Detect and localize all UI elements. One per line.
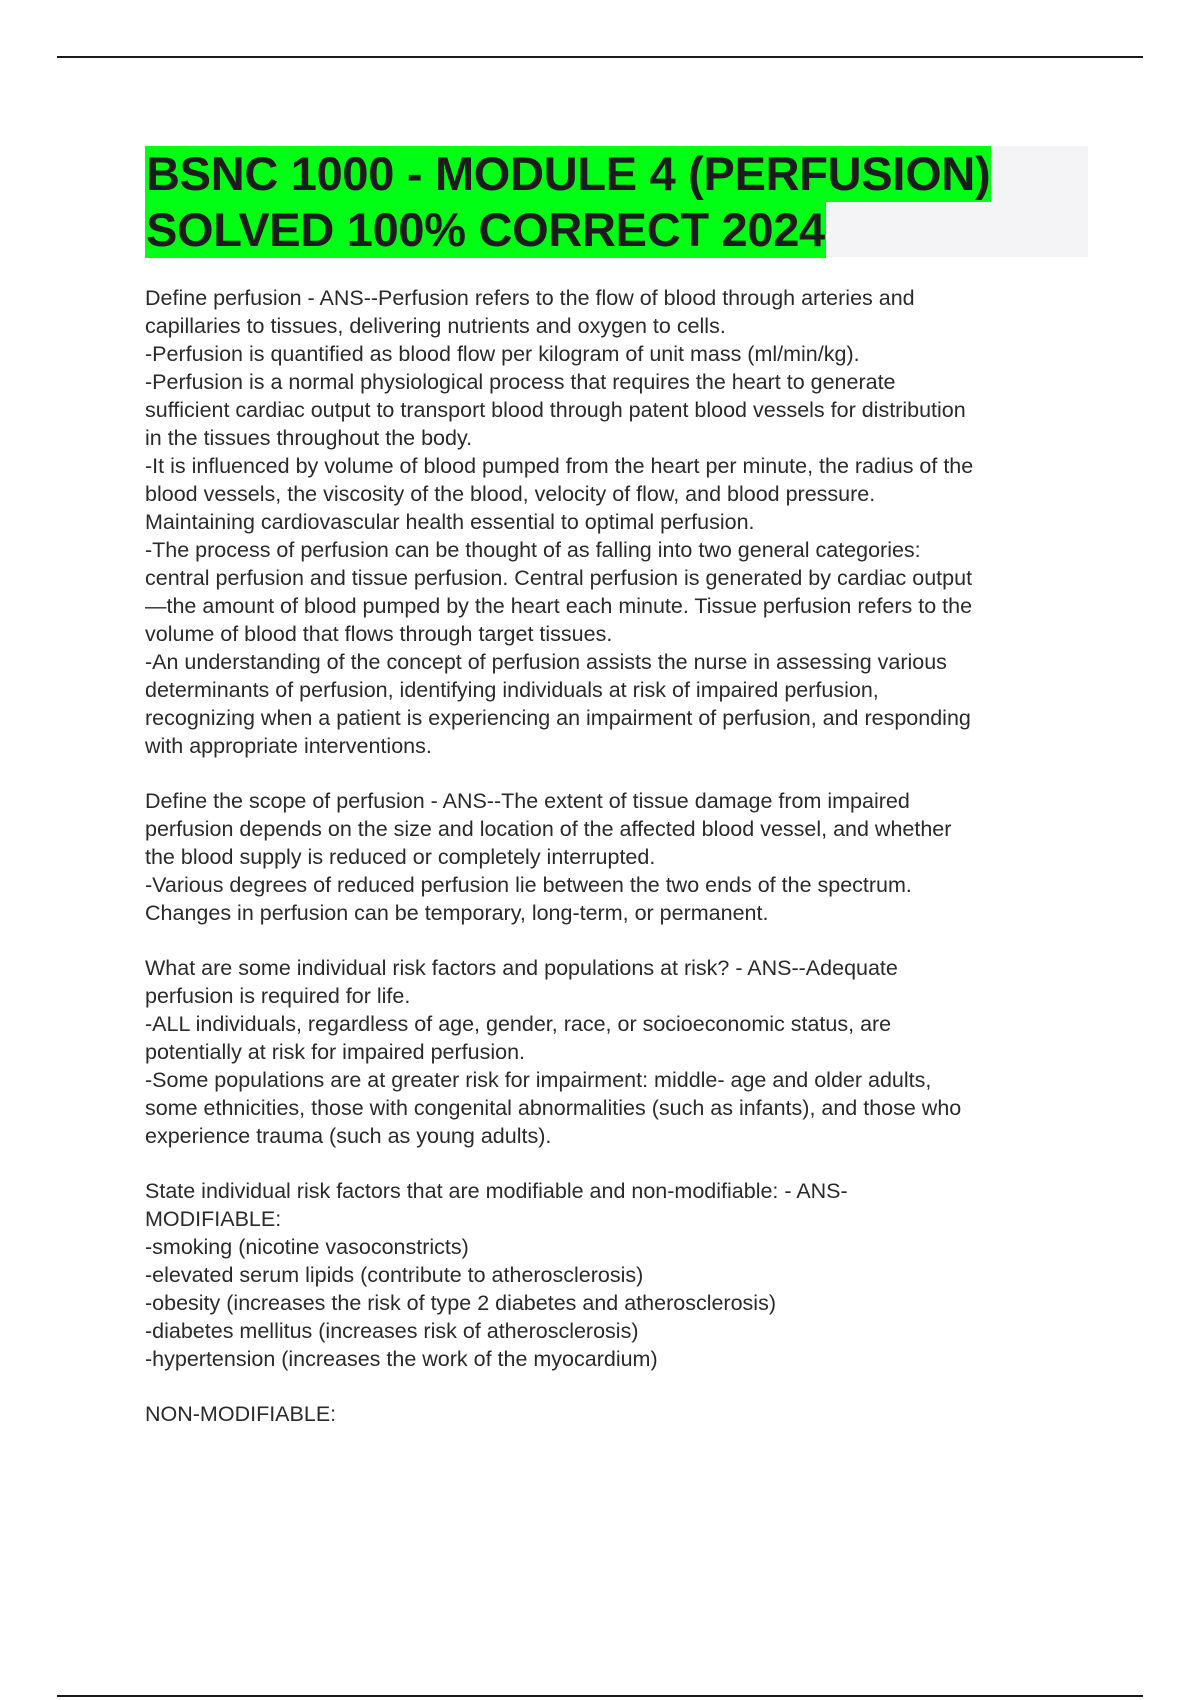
qa-section <box>145 954 1090 1150</box>
text-line: —the amount of blood pumped by the heart each minute. Tissue perfusion refers to the <box>145 594 973 618</box>
text-line: -Perfusion is quantified as blood flow per kilogram of unit mass (ml/min/kg). <box>145 342 860 366</box>
text-line: perfusion is required for life. <box>145 984 411 1008</box>
document-body <box>145 284 1090 1455</box>
text-line: potentially at risk for impaired perfusion. <box>145 1040 526 1064</box>
qa-section <box>145 1177 1090 1373</box>
text-line: -Perfusion is a normal physiological process that requires the heart to generate <box>145 370 896 394</box>
text-line: Maintaining cardiovascular health essential to optimal perfusion. <box>145 510 755 534</box>
text-line: the blood supply is reduced or completely interrupted. <box>145 845 656 869</box>
title-line-2: SOLVED 100% CORRECT 2024 <box>146 203 825 256</box>
qa-section <box>145 284 1090 760</box>
text-line: -ALL individuals, regardless of age, gender, race, or socioeconomic status, are <box>145 1012 892 1036</box>
document-title <box>145 146 1088 258</box>
text-line: MODIFIABLE: <box>145 1207 282 1231</box>
text-line: Define the scope of perfusion - ANS--The extent of tissue damage from impaired <box>145 789 910 813</box>
text-line: sufficient cardiac output to transport blood through patent blood vessels for distribution <box>145 398 966 422</box>
text-line: -The process of perfusion can be thought of as falling into two general categories: <box>145 538 921 562</box>
top-rule <box>57 56 1143 58</box>
text-line: some ethnicities, those with congenital abnormalities (such as infants), and those who <box>145 1096 962 1120</box>
text-line: -hypertension (increases the work of the myocardium) <box>145 1347 658 1371</box>
text-line: NON-MODIFIABLE: <box>145 1402 337 1426</box>
text-line: in the tissues throughout the body. <box>145 426 473 450</box>
text-line: with appropriate interventions. <box>145 734 432 758</box>
text-line: -diabetes mellitus (increases risk of atherosclerosis) <box>145 1319 639 1343</box>
text-line: blood vessels, the viscosity of the blood, velocity of flow, and blood pressure. <box>145 482 876 506</box>
text-line: volume of blood that flows through target tissues. <box>145 622 613 646</box>
text-line: recognizing when a patient is experiencing an impairment of perfusion, and responding <box>145 706 971 730</box>
text-line: Define perfusion - ANS--Perfusion refers to the flow of blood through arteries and <box>145 286 915 310</box>
title-line-1: BSNC 1000 - MODULE 4 (PERFUSION) <box>146 147 991 200</box>
text-line: experience trauma (such as young adults). <box>145 1124 552 1148</box>
text-line: -elevated serum lipids (contribute to atherosclerosis) <box>145 1263 644 1287</box>
bottom-rule <box>57 1695 1143 1697</box>
text-line: -Some populations are at greater risk for impairment: middle- age and older adults, <box>145 1068 932 1092</box>
text-line: capillaries to tissues, delivering nutrients and oxygen to cells. <box>145 314 726 338</box>
title-box <box>145 146 1088 257</box>
text-line: determinants of perfusion, identifying individuals at risk of impaired perfusion, <box>145 678 879 702</box>
text-line: -obesity (increases the risk of type 2 diabetes and atherosclerosis) <box>145 1291 776 1315</box>
text-line: Changes in perfusion can be temporary, long-term, or permanent. <box>145 901 769 925</box>
text-line: -An understanding of the concept of perfusion assists the nurse in assessing various <box>145 650 947 674</box>
text-line: State individual risk factors that are modifiable and non-modifiable: - ANS- <box>145 1179 848 1203</box>
text-line: -It is influenced by volume of blood pumped from the heart per minute, the radius of the <box>145 454 974 478</box>
qa-section <box>145 787 1090 927</box>
text-line: -smoking (nicotine vasoconstricts) <box>145 1235 469 1259</box>
text-line: -Various degrees of reduced perfusion lie between the two ends of the spectrum. <box>145 873 912 897</box>
text-line: perfusion depends on the size and location of the affected blood vessel, and whether <box>145 817 952 841</box>
text-line: What are some individual risk factors and populations at risk? - ANS--Adequate <box>145 956 898 980</box>
text-line: central perfusion and tissue perfusion. Central perfusion is generated by cardiac output <box>145 566 973 590</box>
qa-section <box>145 1400 1090 1428</box>
